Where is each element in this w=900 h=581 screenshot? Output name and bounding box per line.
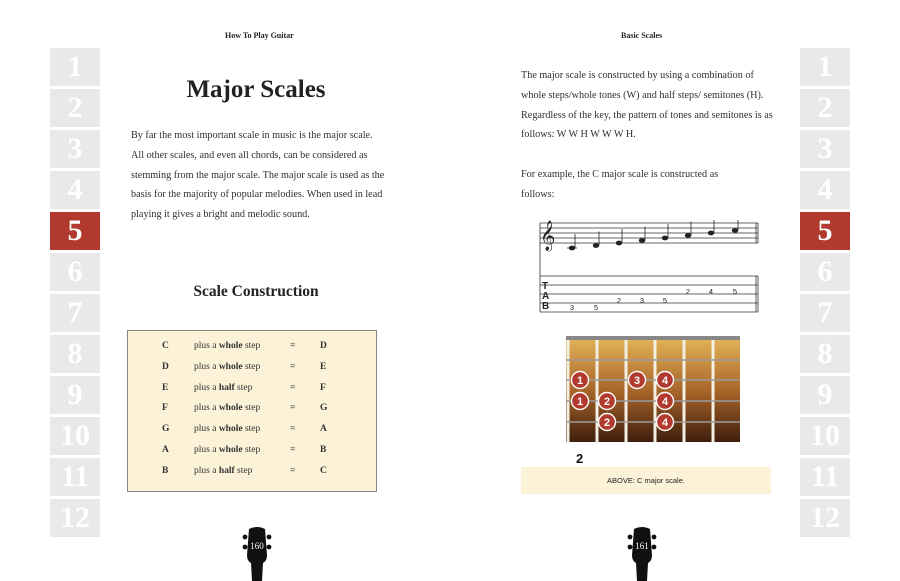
note-head bbox=[639, 238, 645, 243]
table-row bbox=[128, 403, 376, 423]
equals-sign: = bbox=[290, 341, 296, 351]
chapter-tab-7[interactable]: 7 bbox=[50, 294, 100, 332]
table-row bbox=[128, 445, 376, 465]
interval-suffix: step bbox=[244, 403, 261, 414]
table-row bbox=[128, 466, 376, 486]
interval-prefix: plus a bbox=[194, 361, 217, 372]
interval-text bbox=[194, 362, 260, 372]
from-note: C bbox=[162, 341, 169, 351]
chapter-tab-3[interactable]: 3 bbox=[50, 130, 100, 168]
table-row bbox=[128, 341, 376, 361]
interval-suffix: step bbox=[237, 465, 253, 476]
interval-size: half bbox=[218, 465, 235, 476]
equals-sign: = bbox=[290, 445, 296, 455]
finger-marker bbox=[572, 393, 589, 410]
section-heading: Scale Construction bbox=[193, 283, 319, 300]
finger-number: 1 bbox=[576, 375, 584, 387]
note-head bbox=[662, 236, 668, 241]
interval-text bbox=[194, 403, 260, 413]
to-note: F bbox=[320, 382, 326, 393]
table-row bbox=[128, 383, 376, 403]
from-note: F bbox=[162, 403, 168, 414]
interval-suffix: step bbox=[244, 424, 261, 435]
note-head bbox=[593, 243, 599, 248]
interval-text bbox=[194, 445, 260, 455]
finger-marker bbox=[572, 372, 589, 389]
interval-text bbox=[194, 383, 252, 393]
finger-marker bbox=[657, 372, 674, 389]
interval-size: whole bbox=[218, 403, 243, 414]
from-note: E bbox=[162, 382, 169, 393]
to-note: D bbox=[320, 341, 327, 351]
page-title: Major Scales bbox=[186, 76, 326, 103]
finger-marker bbox=[599, 393, 616, 410]
to-note: B bbox=[320, 445, 327, 455]
example-paragraph: For example, the C major scale is constructed as follows: bbox=[521, 169, 719, 200]
note-head bbox=[616, 241, 622, 246]
chapter-tab-4[interactable]: 4 bbox=[50, 171, 100, 209]
finger-number: 3 bbox=[633, 375, 641, 387]
chapter-tab-11[interactable]: 11 bbox=[800, 458, 850, 496]
interval-suffix: step bbox=[244, 341, 261, 351]
equals-sign: = bbox=[290, 382, 296, 393]
finger-number: 4 bbox=[661, 396, 669, 408]
left-chapter-tabs bbox=[50, 48, 100, 540]
chapter-tab-10[interactable]: 10 bbox=[50, 417, 100, 455]
chapter-tab-10[interactable]: 10 bbox=[800, 417, 850, 455]
treble-clef-icon: 𝄞 bbox=[540, 221, 556, 251]
left-page-number: 160 bbox=[250, 541, 264, 551]
right-page-number-headstock bbox=[627, 525, 657, 581]
finger-marker bbox=[629, 372, 646, 389]
note-head bbox=[685, 233, 691, 238]
construction-paragraph: The major scale is constructed by using a combination of whole steps/whole tones (W) and half steps/ semitones (H). Regardless of the key, the pattern of tones and semitones is as follows: W W H W W W H. bbox=[521, 70, 773, 141]
right-chapter-tabs bbox=[800, 48, 850, 540]
interval-suffix: step bbox=[244, 445, 261, 455]
to-note: G bbox=[320, 403, 328, 414]
finger-number: 4 bbox=[661, 375, 669, 387]
staff-notes bbox=[567, 220, 738, 250]
interval-prefix: plus a bbox=[194, 465, 217, 476]
chapter-tab-5[interactable]: 5 bbox=[50, 212, 100, 250]
interval-suffix: step bbox=[237, 382, 253, 393]
interval-text bbox=[194, 341, 260, 351]
interval-prefix: plus a bbox=[194, 424, 217, 435]
interval-prefix: plus a bbox=[194, 341, 217, 351]
chapter-tab-12[interactable]: 12 bbox=[800, 499, 850, 537]
table-row bbox=[128, 362, 376, 382]
note-head bbox=[732, 228, 738, 233]
tab-letter: A bbox=[542, 291, 550, 302]
to-note: E bbox=[320, 361, 327, 372]
tab-clef-label bbox=[542, 281, 549, 312]
right-running-header: Basic Scales bbox=[621, 31, 663, 40]
interval-prefix: plus a bbox=[194, 445, 217, 455]
fret-position-label: 2 bbox=[576, 451, 584, 466]
finger-marker bbox=[599, 414, 616, 431]
from-note: D bbox=[162, 361, 169, 372]
chapter-tab-7[interactable]: 7 bbox=[800, 294, 850, 332]
tab-number: 5 bbox=[662, 296, 668, 305]
chapter-tab-1[interactable]: 1 bbox=[800, 48, 850, 86]
interval-suffix: step bbox=[244, 361, 261, 372]
tab-number: 2 bbox=[685, 287, 691, 296]
interval-size: whole bbox=[218, 341, 243, 351]
chapter-tab-2[interactable]: 2 bbox=[800, 89, 850, 127]
interval-size: whole bbox=[218, 424, 243, 435]
tab-number: 3 bbox=[569, 303, 575, 312]
from-note: G bbox=[162, 424, 170, 435]
chapter-tab-8[interactable]: 8 bbox=[50, 335, 100, 373]
finger-number: 1 bbox=[576, 396, 584, 408]
finger-marker bbox=[657, 393, 674, 410]
scale-construction-table bbox=[127, 330, 377, 492]
interval-size: half bbox=[218, 382, 235, 393]
finger-marker bbox=[657, 414, 674, 431]
chapter-tab-9[interactable]: 9 bbox=[50, 376, 100, 414]
intro-paragraph: By far the most important scale in music is the major scale. All other scales, and even all chords, can be considered as stemming from the major scale. The major scale is used as the basis for the majority of popular melodies. When used in lead playing it gives a bright and melodic sound. bbox=[131, 130, 385, 221]
right-page-number: 161 bbox=[635, 541, 649, 551]
equals-sign: = bbox=[290, 465, 296, 476]
equals-sign: = bbox=[290, 403, 296, 414]
figure-caption: ABOVE: C major scale. bbox=[521, 467, 771, 494]
chapter-tab-1[interactable]: 1 bbox=[50, 48, 100, 86]
left-running-header: How To Play Guitar bbox=[225, 31, 294, 40]
tab-number: 4 bbox=[708, 287, 714, 296]
chapter-tab-4[interactable]: 4 bbox=[800, 171, 850, 209]
table-row bbox=[128, 424, 376, 444]
interval-text bbox=[194, 466, 252, 476]
finger-number: 2 bbox=[603, 396, 611, 408]
tab-numbers bbox=[570, 287, 737, 312]
to-note: C bbox=[320, 465, 327, 476]
interval-text bbox=[194, 424, 260, 434]
from-note: A bbox=[162, 445, 169, 455]
tab-number: 2 bbox=[616, 296, 622, 305]
chapter-tab-5[interactable]: 5 bbox=[800, 212, 850, 250]
notation-and-tab bbox=[538, 220, 760, 316]
finger-number: 2 bbox=[603, 417, 611, 429]
fretboard-diagram bbox=[566, 336, 742, 442]
finger-number: 4 bbox=[661, 417, 669, 429]
interval-prefix: plus a bbox=[194, 403, 217, 414]
note-head bbox=[708, 231, 714, 236]
tab-number: 5 bbox=[593, 303, 599, 312]
equals-sign: = bbox=[290, 361, 296, 372]
tab-number: 3 bbox=[639, 296, 645, 305]
chapter-tab-11[interactable]: 11 bbox=[50, 458, 100, 496]
from-note: B bbox=[162, 465, 169, 476]
interval-prefix: plus a bbox=[194, 382, 217, 393]
equals-sign: = bbox=[290, 424, 296, 435]
interval-size: whole bbox=[218, 361, 243, 372]
chapter-tab-6[interactable]: 6 bbox=[50, 253, 100, 291]
tab-letter: T bbox=[542, 281, 549, 292]
chapter-tab-9[interactable]: 9 bbox=[800, 376, 850, 414]
left-page-number-headstock bbox=[242, 525, 272, 581]
chapter-tab-2[interactable]: 2 bbox=[50, 89, 100, 127]
interval-size: whole bbox=[218, 445, 243, 455]
chapter-tab-8[interactable]: 8 bbox=[800, 335, 850, 373]
tab-letter: B bbox=[542, 301, 550, 312]
chapter-tab-3[interactable]: 3 bbox=[800, 130, 850, 168]
chapter-tab-12[interactable]: 12 bbox=[50, 499, 100, 537]
chapter-tab-6[interactable]: 6 bbox=[800, 253, 850, 291]
tab-number: 5 bbox=[732, 287, 738, 296]
to-note: A bbox=[320, 424, 327, 435]
